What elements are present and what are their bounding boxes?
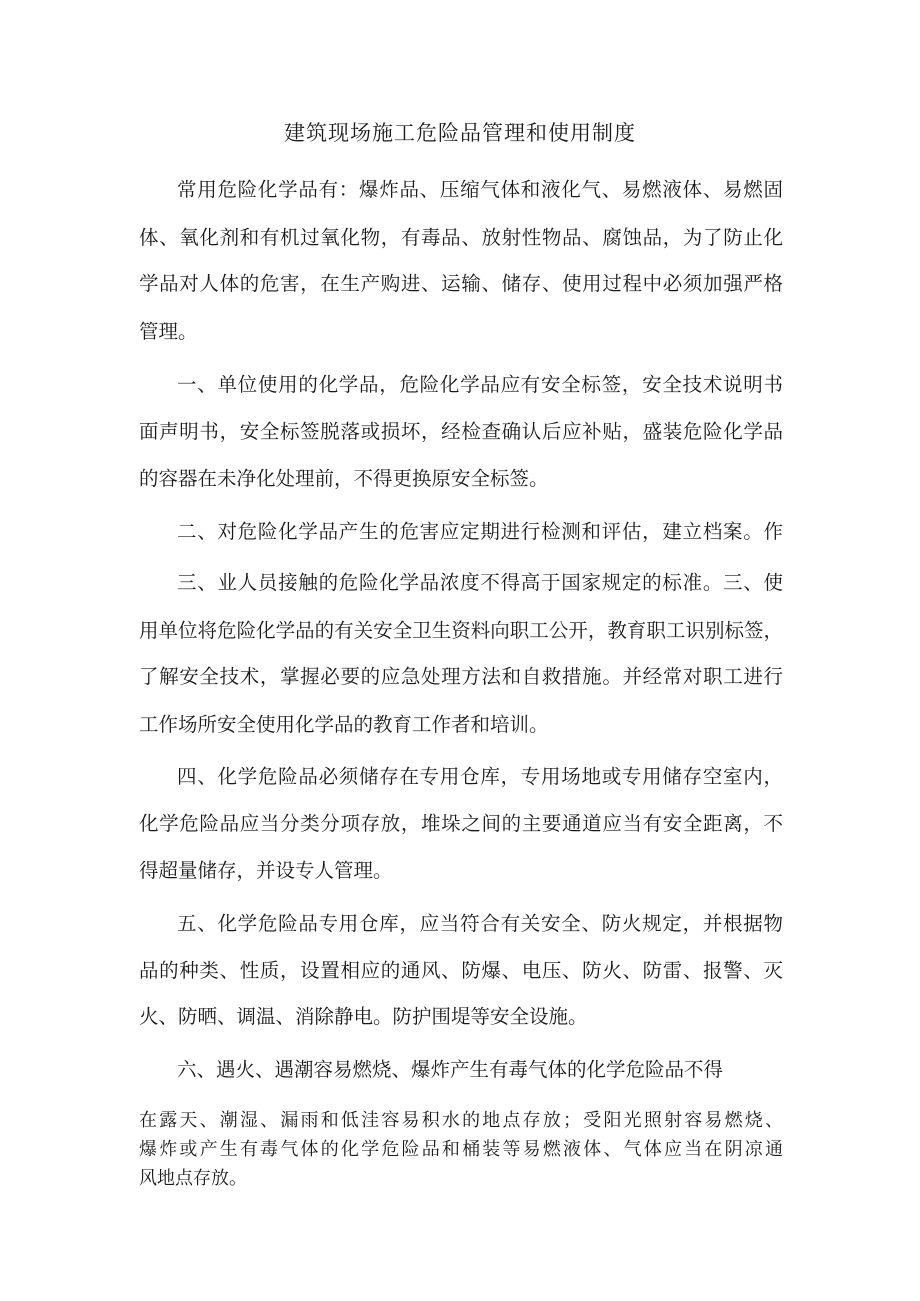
paragraph-line: 的容器在未净化处理前，不得更换原安全标签。 — [139, 467, 549, 490]
paragraph-line: 用单位将危险化学品的有关安全卫生资料向职工公开，教育职工识别标签， — [139, 619, 783, 642]
paragraph-line: 面声明书，安全标签脱落或损坏，经检查确认后应补贴，盛装危险化学品 — [139, 420, 783, 443]
paragraph-line: 在露天、潮湿、漏雨和低洼容易积水的地点存放；受阳光照射容易燃烧、 — [139, 1110, 783, 1131]
paragraph-line: 三、业人员接触的危险化学品浓度不得高于国家规定的标准。三、使 — [177, 571, 783, 594]
paragraph-line: 六、遇火、遇潮容易燃烧、爆炸产生有毒气体的化学危险品不得 — [177, 1058, 724, 1081]
paragraph-line: 工作场所安全使用化学品的教育工作者和培训。 — [139, 713, 549, 736]
paragraph-line: 了解安全技术，掌握必要的应急处理方法和自救措施。并经常对职工进行 — [139, 665, 783, 688]
paragraph-line: 品的种类、性质，设置相应的通风、防爆、电压、防火、防雷、报警、灭 — [139, 959, 783, 982]
paragraph-line: 体、氧化剂和有机过氧化物，有毒品、放射性物品、腐蚀品，为了防止化 — [139, 226, 783, 249]
paragraph-line: 常用危险化学品有：爆炸品、压缩气体和液化气、易燃液体、易燃固 — [177, 178, 783, 201]
paragraph-line: 化学危险品应当分类分项存放，堆垛之间的主要通道应当有安全距离，不 — [139, 812, 783, 835]
document-title: 建筑现场施工危险品管理和使用制度 — [284, 121, 636, 145]
paragraph-line: 一、单位使用的化学品，危险化学品应有安全标签，安全技术说明书 — [177, 373, 783, 396]
paragraph-line: 二、对危险化学品产生的危害应定期进行检测和评估，建立档案。作 — [177, 520, 783, 543]
paragraph-line: 风地点存放。 — [139, 1168, 247, 1189]
paragraph-line: 火、防晒、调温、消除静电。防护围堤等安全设施。 — [139, 1005, 588, 1028]
paragraph-line: 管理。 — [139, 320, 198, 343]
paragraph-line: 爆炸或产生有毒气体的化学危险品和桶装等易燃液体、气体应当在阴凉通 — [139, 1139, 783, 1160]
paragraph-line: 四、化学危险品必须储存在专用仓库，专用场地或专用储存空室内， — [177, 765, 783, 788]
paragraph-line: 五、化学危险品专用仓库，应当符合有关安全、防火规定，并根据物 — [177, 912, 783, 935]
paragraph-line: 得超量储存，并设专人管理。 — [139, 859, 393, 882]
paragraph-line: 学品对人体的危害，在生产购进、运输、储存、使用过程中必须加强严格 — [139, 272, 783, 295]
